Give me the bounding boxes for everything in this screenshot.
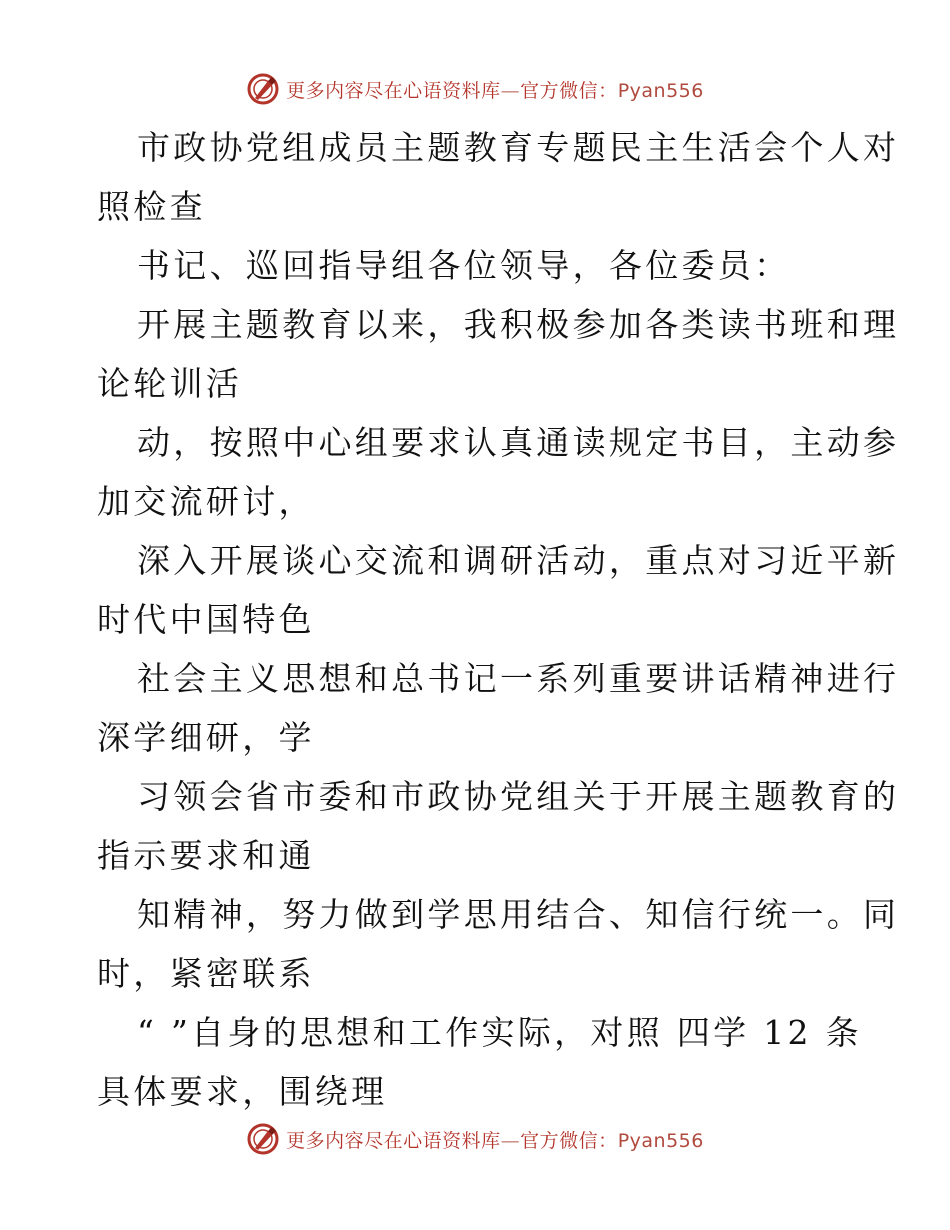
watermark-account-id: Pyan556 — [617, 1129, 704, 1152]
watermark-main-text: 更多内容尽在心语资料库 — [286, 79, 501, 102]
watermark-main-text: 更多内容尽在心语资料库 — [286, 1129, 501, 1152]
paragraph-line: 开展主题教育以来，我积极参加各类读书班和理 — [137, 305, 900, 344]
salutation-line: 书记、巡回指导组各位领导，各位委员： — [137, 246, 791, 285]
paragraph-line: 时代中国特色 — [97, 600, 315, 639]
paragraph-line: 习领会省市委和市政协党组关于开展主题教育的 — [137, 777, 900, 816]
paragraph-line: 时，紧密联系 — [97, 954, 315, 993]
title-line-1: 市政协党组成员主题教育专题民主生活会个人对 — [137, 128, 900, 167]
watermark-official-label: 官方微信： — [520, 1129, 618, 1152]
paragraph-line: 加交流研讨， — [97, 482, 315, 521]
watermark-separator: — — [500, 79, 521, 102]
watermark-text — [286, 76, 704, 103]
paragraph-line: 论轮训活 — [97, 364, 243, 403]
watermark-official-label: 官方微信： — [520, 79, 618, 102]
watermark-text — [286, 1126, 704, 1153]
document-body — [97, 118, 900, 1121]
watermark-account-id: Pyan556 — [617, 79, 704, 102]
watermark-separator: — — [500, 1129, 521, 1152]
paragraph-line: 动，按照中心组要求认真通读规定书目，主动参 — [137, 423, 900, 462]
paragraph-line: 具体要求，围绕理 — [97, 1072, 388, 1111]
paragraph-line: 深学细研，学 — [97, 718, 315, 757]
pen-nib-circle-icon — [246, 72, 280, 106]
footer-watermark — [0, 1122, 950, 1156]
paragraph-line: 深入开展谈心交流和调研活动，重点对习近平新 — [137, 541, 900, 580]
header-watermark — [0, 72, 950, 106]
paragraph-line: “ ”自身的思想和工作实际，对照 四学 12 条 — [137, 1013, 862, 1052]
paragraph-line: 指示要求和通 — [97, 836, 315, 875]
paragraph-line: 社会主义思想和总书记一系列重要讲话精神进行 — [137, 659, 900, 698]
title-line-2: 照检查 — [97, 187, 206, 226]
paragraph-line: 知精神，努力做到学思用结合、知信行统一。同 — [137, 895, 900, 934]
pen-nib-circle-icon — [246, 1122, 280, 1156]
